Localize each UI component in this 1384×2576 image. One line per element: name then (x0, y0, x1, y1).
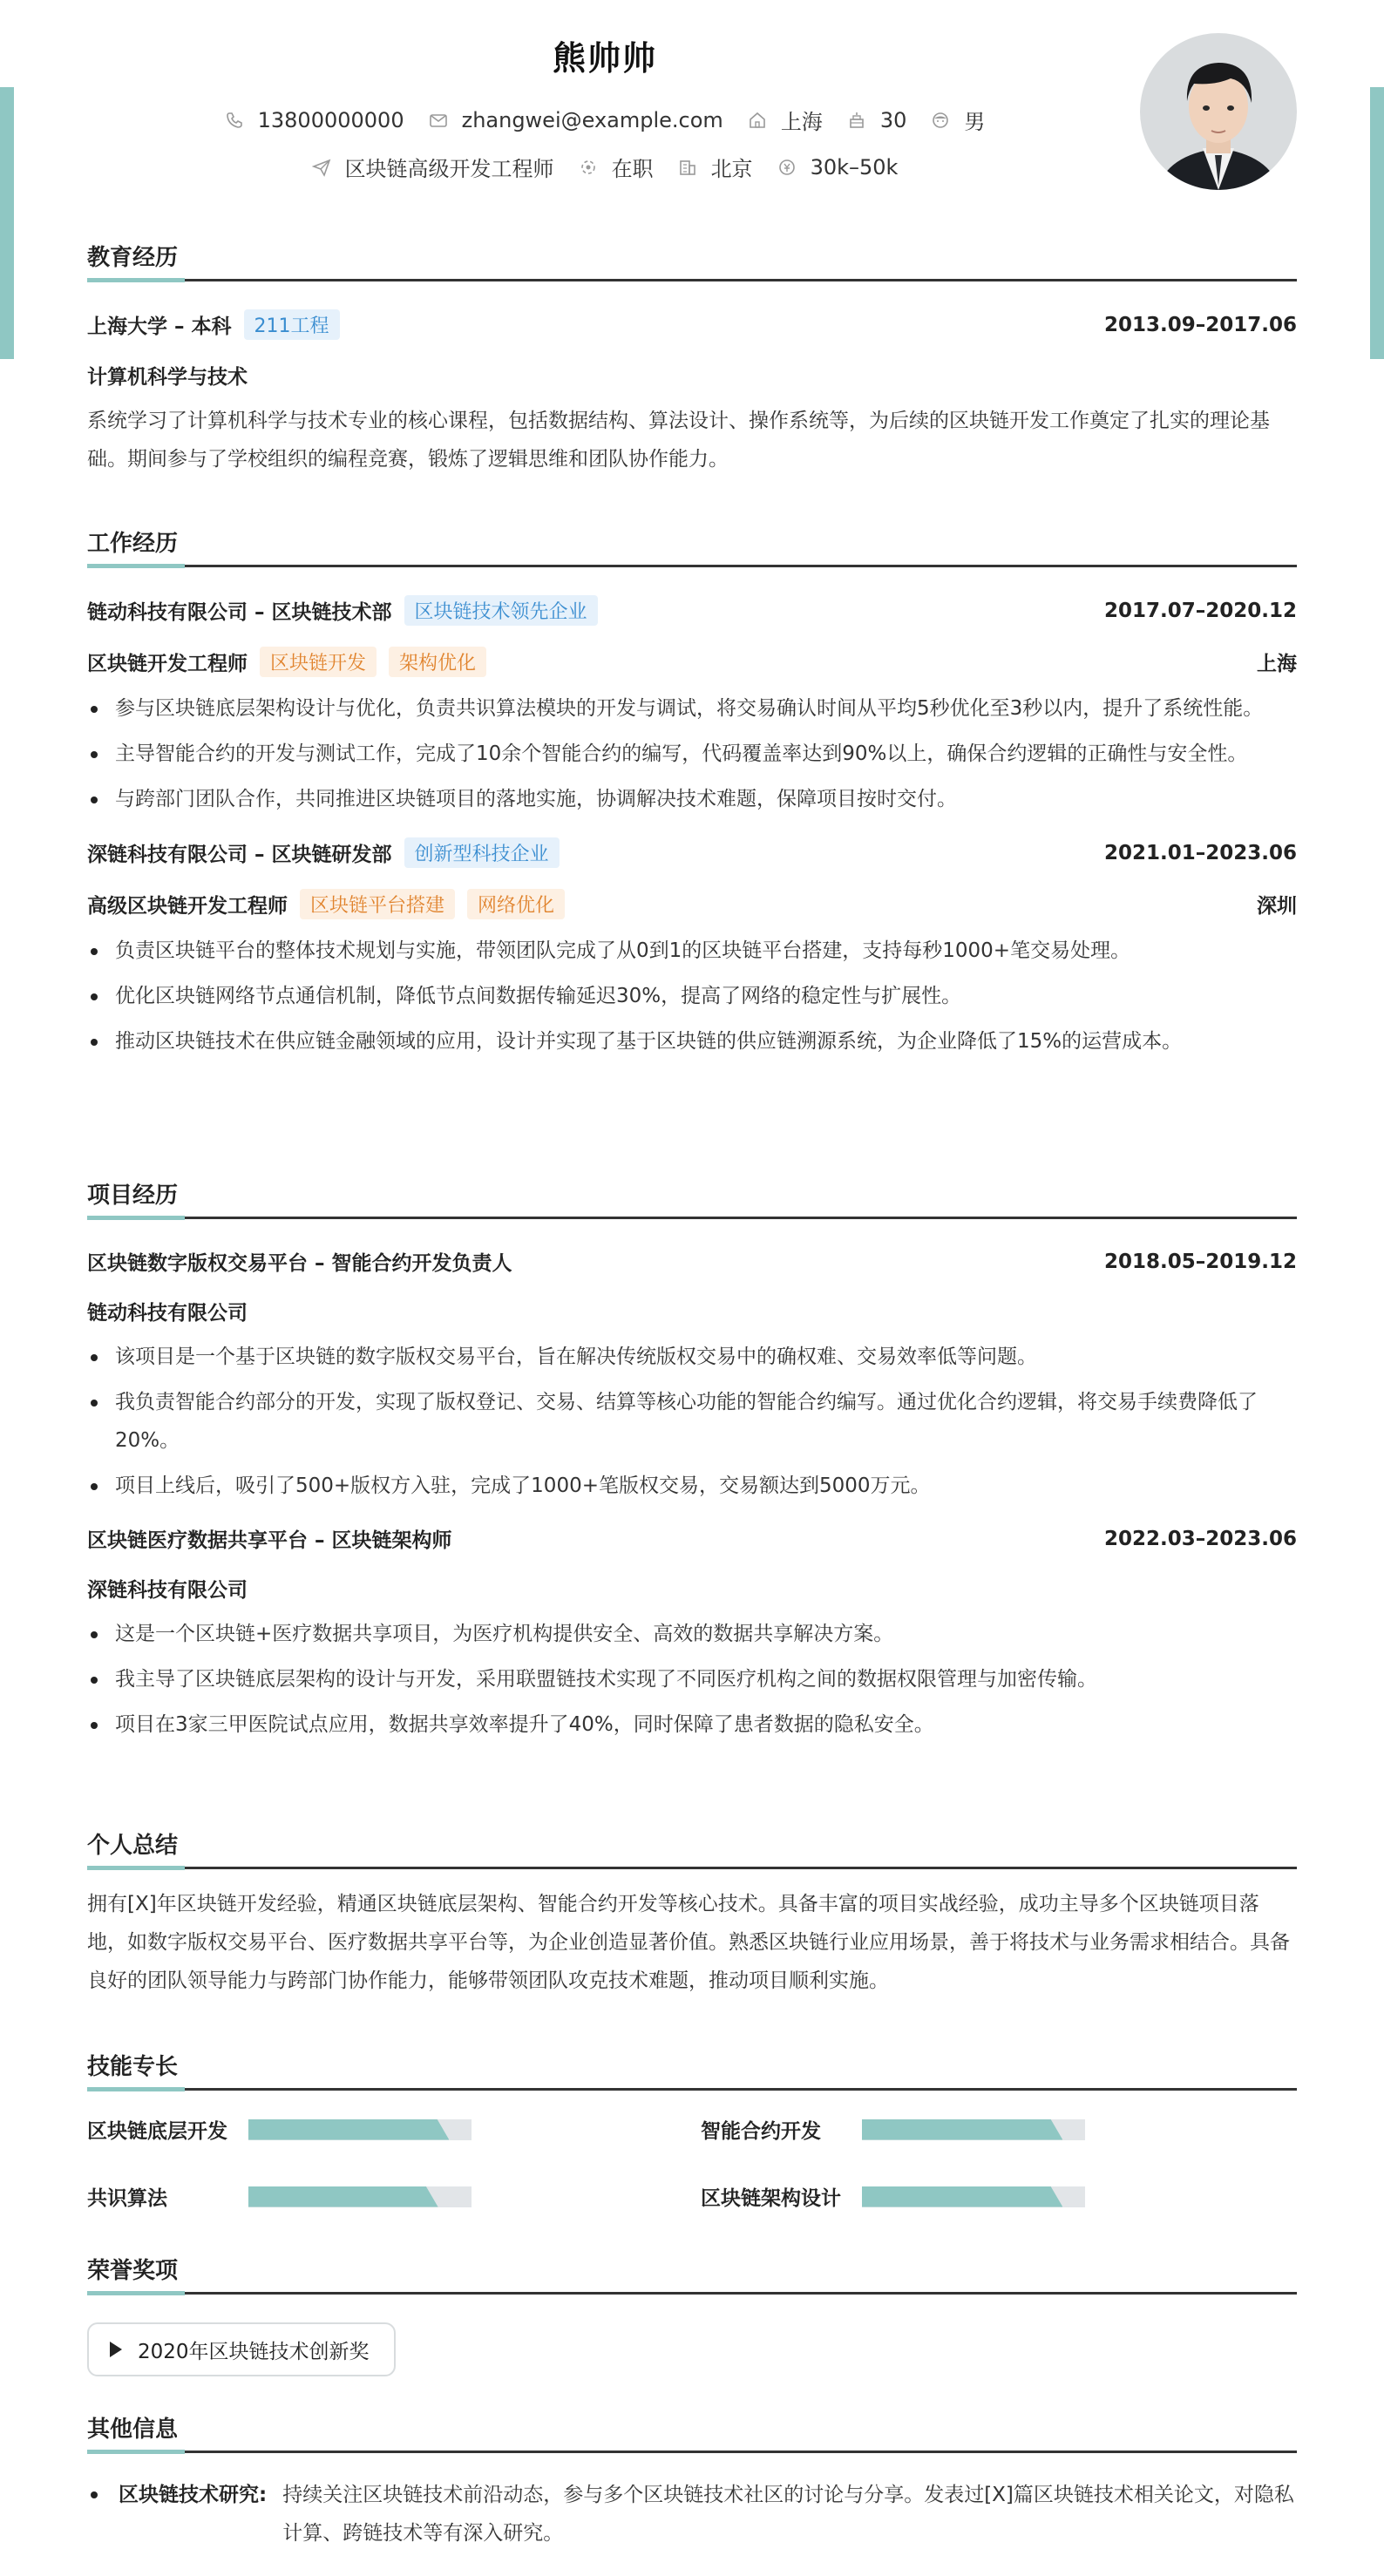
job-location: 深圳 (1257, 895, 1297, 918)
skill-item (701, 2182, 1297, 2211)
summary-section (87, 1828, 1297, 2000)
work-title: 工作经历 (87, 531, 179, 557)
building-icon (678, 158, 697, 177)
award-name: 2020年区块链技术创新奖 (138, 2340, 370, 2363)
skill-item (87, 2182, 701, 2211)
job-status-item (579, 152, 654, 182)
skill-name: 区块链架构设计 (701, 2187, 841, 2210)
section-divider (87, 1217, 1297, 1219)
right-accent-bar (1370, 87, 1384, 359)
salary-item (777, 155, 899, 180)
project-company: 深链科技有限公司 (87, 1579, 248, 1602)
list-item: 项目上线后，吸引了500+版权方入驻，完成了1000+笔版权交易，交易额达到5000万元。 (87, 1467, 1297, 1505)
project-date: 2022.03–2023.06 (1103, 1527, 1297, 1550)
home-icon (748, 111, 767, 130)
other-section (87, 2412, 1297, 2552)
job-bullets (87, 932, 1297, 1061)
list-item: 项目在3家三甲医院试点应用，数据共享效率提升了40%，同时保障了患者数据的隐私安全。 (87, 1705, 1297, 1744)
play-icon (110, 2342, 122, 2357)
school-tag: 211工程 (244, 309, 340, 340)
list-item: 优化区块链网络节点通信机制，降低节点间数据传输延迟30%，提高了网络的稳定性与扩展性。 (87, 977, 1297, 1015)
school-name: 上海大学 – 本科 (87, 315, 232, 338)
section-divider (87, 2292, 1297, 2295)
education-section (87, 241, 1297, 478)
skill-bar (248, 2186, 472, 2207)
project-entry (87, 1524, 1297, 1744)
salary-icon (777, 158, 797, 177)
salary-text: 30k–50k (810, 154, 899, 180)
other-title: 其他信息 (87, 2417, 179, 2443)
status-icon (579, 158, 598, 177)
project-entry (87, 1247, 1297, 1505)
summary-text: 拥有[X]年区块链开发经验，精通区块链底层架构、智能合约开发等核心技术。具备丰富的项目实战经验，成功主导多个区块链项目落地，如数字版权交易平台、医疗数据共享平台等，为企业创造显著价值。熟悉区块链行业应用场景，善于将技术与业务需求相结合。具备良好的团队领导能力与跨部门协作能力，能够带领团队攻克技术难题，推动项目顺利实施。 (87, 1893, 1290, 1992)
skill-bar (248, 2119, 472, 2140)
age-icon (847, 111, 866, 130)
education-title: 教育经历 (87, 245, 179, 271)
list-item: 我负责智能合约部分的开发，实现了版权登记、交易、结算等核心功能的智能合约编写。通过优化合约逻辑，将交易手续费降低了20%。 (87, 1383, 1297, 1460)
job-date: 2017.07–2020.12 (1103, 599, 1297, 622)
list-item: 参与区块链底层架构设计与优化，负责共识算法模块的开发与调试，将交易确认时间从平均5秒优化至3秒以内，提升了系统性能。 (87, 689, 1297, 728)
summary-title: 个人总结 (87, 1833, 179, 1859)
list-item: 与跨部门团队合作，共同推进区块链项目的落地实施，协调解决技术难题，保障项目按时交付。 (87, 780, 1297, 818)
left-accent-bar (0, 87, 14, 359)
skill-name: 共识算法 (87, 2187, 167, 2210)
project-head (87, 1247, 1297, 1276)
bullet-dot (91, 2491, 98, 2498)
section-divider (87, 2451, 1297, 2453)
gender-item (931, 105, 985, 135)
skill-item (701, 2115, 1297, 2144)
skills-title: 技能专长 (87, 2054, 179, 2080)
section-divider (87, 279, 1297, 281)
job-bullets (87, 689, 1297, 818)
education-entry-head (87, 309, 1297, 340)
project-bullets (87, 1615, 1297, 1744)
list-item: 该项目是一个基于区块链的数字版权交易平台，旨在解决传统版权交易中的确权难、交易效率低等问题。 (87, 1338, 1297, 1376)
job-role-row (87, 889, 1297, 919)
company-name: 链动科技有限公司 – 区块链技术部 (87, 601, 392, 624)
contact-row-2 (87, 152, 1123, 182)
mail-icon (429, 111, 448, 130)
project-name: 区块链医疗数据共享平台 – 区块链架构师 (87, 1529, 452, 1552)
age-item (847, 108, 907, 132)
list-item: 我主导了区块链底层架构的设计与开发，采用联盟链技术实现了不同医疗机构之间的数据权限管理与加密传输。 (87, 1660, 1297, 1698)
skill-item (87, 2115, 701, 2144)
skills-grid (87, 2115, 1297, 2211)
target-position-item (312, 152, 554, 182)
skill-bar-fill (248, 2119, 449, 2140)
role-tag: 区块链平台搭建 (300, 889, 455, 919)
phone-item (225, 108, 404, 132)
skills-section (87, 2050, 1297, 2211)
job-location: 上海 (1257, 653, 1297, 675)
projects-title: 项目经历 (87, 1183, 179, 1209)
skill-bar-fill (862, 2119, 1062, 2140)
company-name: 深链科技有限公司 – 区块链研发部 (87, 844, 392, 866)
job-role-row (87, 647, 1297, 677)
project-bullets (87, 1338, 1297, 1505)
list-item: 负责区块链平台的整体技术规划与实施，带领团队完成了从0到1的区块链平台搭建，支持每秒1000+笔交易处理。 (87, 932, 1297, 970)
job-date: 2021.01–2023.06 (1103, 841, 1297, 864)
role-tag: 架构优化 (389, 647, 486, 677)
major-row (87, 361, 1297, 390)
job-company-row (87, 595, 1297, 626)
project-name: 区块链数字版权交易平台 – 智能合约开发负责人 (87, 1252, 512, 1275)
section-divider (87, 1867, 1297, 1869)
list-item: 主导智能合约的开发与测试工作，完成了10余个智能合约的编写，代码覆盖率达到90%以上，确保合约逻辑的正确性与安全性。 (87, 735, 1297, 773)
gender-icon (931, 111, 950, 130)
gender-text: 男 (964, 110, 986, 134)
major-name: 计算机科学与技术 (87, 366, 248, 389)
other-item (87, 2476, 1297, 2552)
send-icon (312, 158, 331, 177)
project-head (87, 1524, 1297, 1553)
awards-section (87, 2254, 1297, 2376)
job-entry (87, 837, 1297, 1061)
job-entry (87, 595, 1297, 818)
job-role: 区块链开发工程师 (87, 653, 248, 675)
list-item: 推动区块链技术在供应链金融领域的应用，设计并实现了基于区块链的供应链溯源系统，为企业降低了15%的运营成本。 (87, 1022, 1297, 1061)
award-badge (87, 2322, 396, 2376)
phone-icon (225, 111, 244, 130)
contact-row-1 (87, 105, 1123, 135)
work-section (87, 526, 1297, 1068)
skill-name: 智能合约开发 (701, 2120, 821, 2143)
skill-name: 区块链底层开发 (87, 2120, 227, 2143)
job-status-text: 在职 (611, 157, 654, 181)
target-city-item (678, 152, 753, 182)
skill-bar (862, 2119, 1085, 2140)
role-tag: 网络优化 (467, 889, 565, 919)
skill-bar-fill (248, 2186, 438, 2207)
job-role: 高级区块链开发工程师 (87, 895, 288, 918)
role-tag: 区块链开发 (260, 647, 377, 677)
candidate-name: 熊帅帅 (552, 39, 657, 78)
phone-text: 13800000000 (257, 107, 404, 132)
target-city-text: 北京 (710, 157, 753, 181)
other-label: 区块链技术研究: (119, 2484, 268, 2506)
education-description: 系统学习了计算机科学与技术专业的核心课程，包括数据结构、算法设计、操作系统等，为后续的区块链开发工作奠定了扎实的理论基础。期间参与了学校组织的编程竞赛，锻炼了逻辑思维和团队协作能力。 (87, 410, 1270, 471)
residence-text: 上海 (780, 110, 823, 134)
email-text: zhangwei@example.com (461, 107, 723, 132)
target-position-text: 区块链高级开发工程师 (344, 157, 554, 181)
email-item (429, 108, 723, 132)
other-text: 持续关注区块链技术前沿动态，参与多个区块链技术社区的讨论与分享。发表过[X]篇区块链技术相关论文，对隐私计算、跨链技术等有深入研究。 (282, 2484, 1294, 2545)
project-company-row (87, 1297, 1297, 1325)
skill-bar-fill (862, 2186, 1062, 2207)
residence-item (748, 105, 823, 135)
company-tag: 区块链技术领先企业 (404, 595, 598, 626)
section-divider (87, 565, 1297, 567)
projects-section (87, 1178, 1297, 1751)
list-item: 这是一个区块链+医疗数据共享项目，为医疗机构提供安全、高效的数据共享解决方案。 (87, 1615, 1297, 1653)
skill-bar (862, 2186, 1085, 2207)
project-company-row (87, 1574, 1297, 1603)
project-date: 2018.05–2019.12 (1103, 1250, 1297, 1273)
avatar (1140, 33, 1297, 190)
company-tag: 创新型科技企业 (404, 837, 560, 868)
job-company-row (87, 837, 1297, 868)
section-divider (87, 2088, 1297, 2091)
education-date: 2013.09–2017.06 (1103, 313, 1297, 336)
awards-title: 荣誉奖项 (87, 2258, 179, 2284)
project-company: 链动科技有限公司 (87, 1302, 248, 1325)
age-text: 30 (879, 107, 907, 132)
